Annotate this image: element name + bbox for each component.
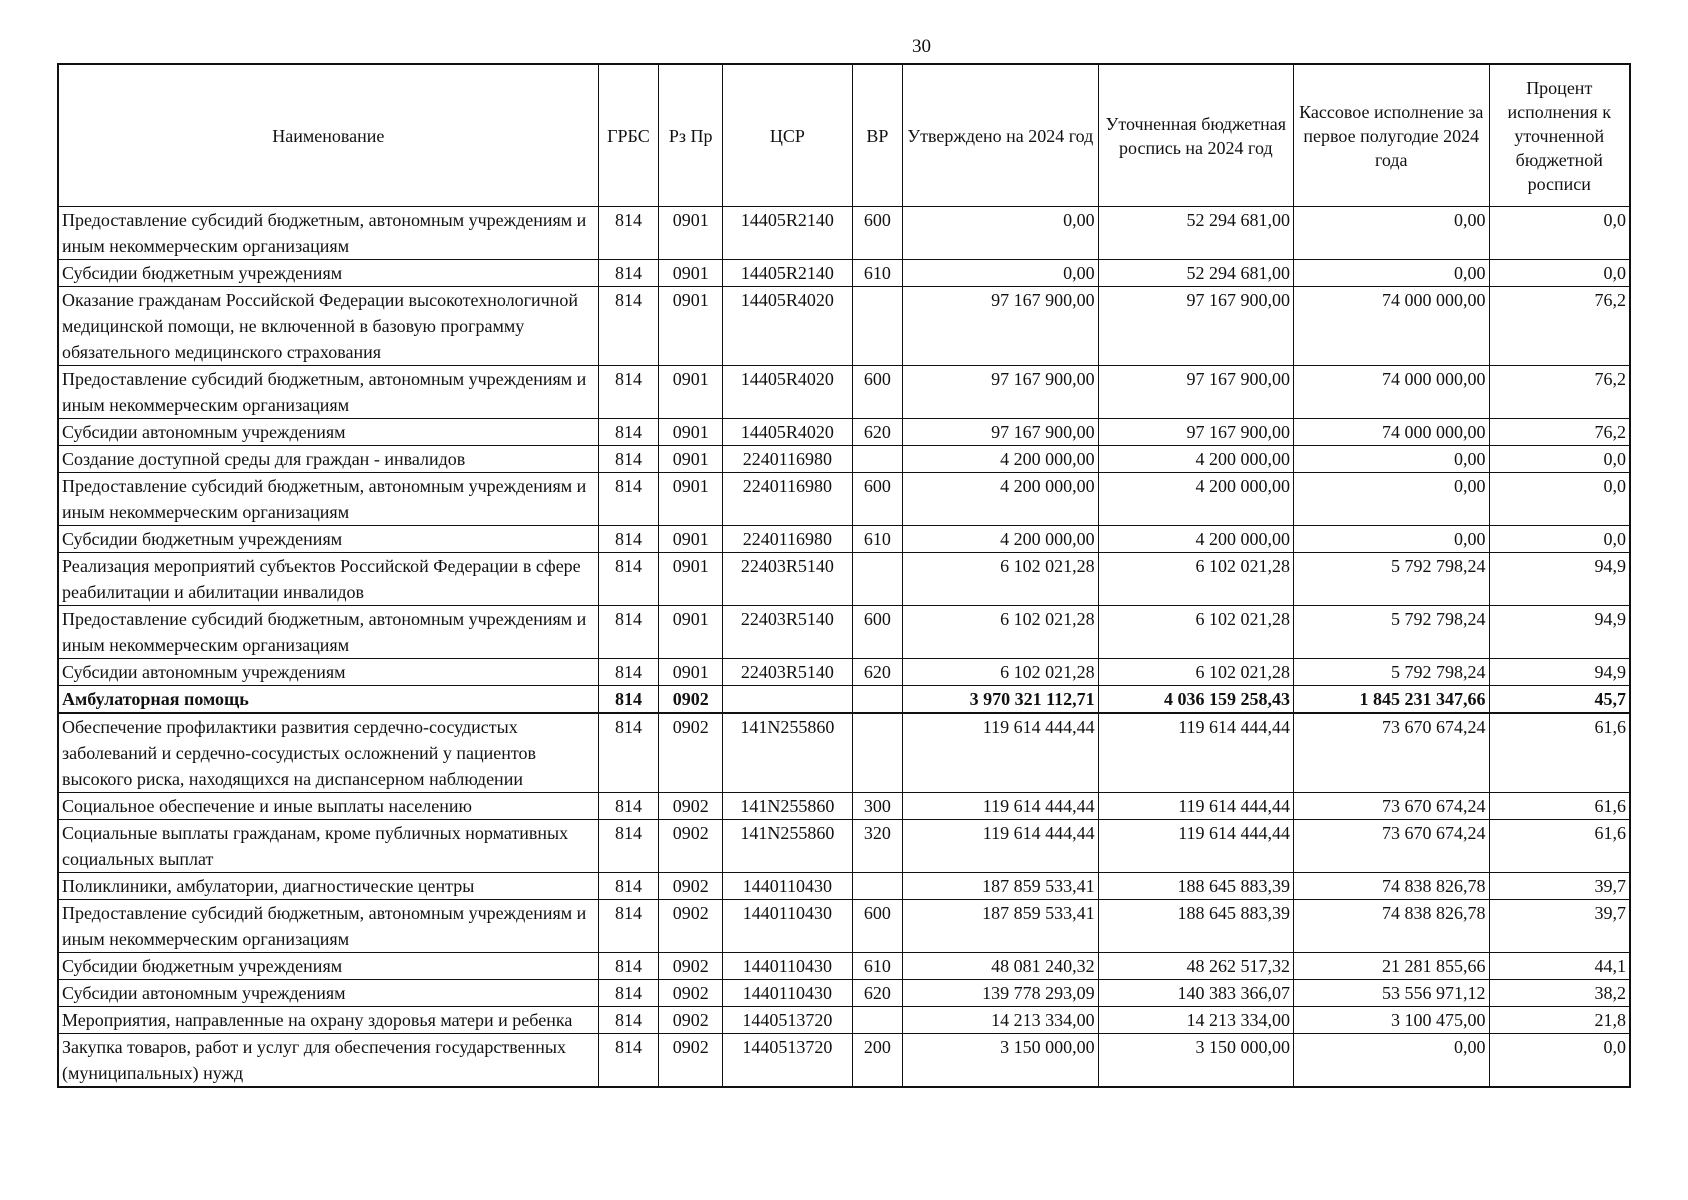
cell-percent: 21,8 xyxy=(1489,1007,1630,1034)
table-row xyxy=(58,686,1630,714)
cell-percent: 0,0 xyxy=(1489,1034,1630,1088)
cell-name: Оказание гражданам Российской Федерации высокотехнологичной медицинской помощи, не включенной в базовую программу обязательного медицинского страхования xyxy=(58,287,598,366)
cell-revised: 119 614 444,44 xyxy=(1098,820,1293,873)
table-row xyxy=(58,659,1630,686)
cell-cash: 74 838 826,78 xyxy=(1294,873,1489,900)
cell-name: Социальные выплаты гражданам, кроме публичных нормативных социальных выплат xyxy=(58,820,598,873)
cell-grbs: 814 xyxy=(598,260,659,287)
cell-rzpr: 0901 xyxy=(659,473,723,526)
cell-cash: 73 670 674,24 xyxy=(1294,820,1489,873)
cell-percent: 38,2 xyxy=(1489,980,1630,1007)
cell-rzpr: 0902 xyxy=(659,980,723,1007)
table-row xyxy=(58,553,1630,606)
cell-vr: 600 xyxy=(852,473,902,526)
cell-rzpr: 0901 xyxy=(659,446,723,473)
cell-name: Создание доступной среды для граждан - инвалидов xyxy=(58,446,598,473)
cell-rzpr: 0901 xyxy=(659,207,723,260)
cell-rzpr: 0902 xyxy=(659,1034,723,1088)
table-row xyxy=(58,287,1630,366)
cell-percent: 94,9 xyxy=(1489,659,1630,686)
cell-rzpr: 0902 xyxy=(659,793,723,820)
cell-vr: 610 xyxy=(852,953,902,980)
cell-cash: 5 792 798,24 xyxy=(1294,606,1489,659)
cell-grbs: 814 xyxy=(598,366,659,419)
cell-grbs: 814 xyxy=(598,820,659,873)
cell-cash: 5 792 798,24 xyxy=(1294,659,1489,686)
cell-rzpr: 0902 xyxy=(659,900,723,953)
cell-name: Субсидии автономным учреждениям xyxy=(58,659,598,686)
cell-percent: 61,6 xyxy=(1489,793,1630,820)
cell-vr: 320 xyxy=(852,820,902,873)
cell-vr: 300 xyxy=(852,793,902,820)
cell-name: Предоставление субсидий бюджетным, автономным учреждениям и иным некоммерческим организациям xyxy=(58,207,598,260)
cell-csr: 141N255860 xyxy=(723,793,853,820)
cell-vr xyxy=(852,1007,902,1034)
cell-cash: 21 281 855,66 xyxy=(1294,953,1489,980)
cell-grbs: 814 xyxy=(598,287,659,366)
cell-revised: 188 645 883,39 xyxy=(1098,900,1293,953)
cell-approved: 97 167 900,00 xyxy=(903,287,1098,366)
cell-grbs: 814 xyxy=(598,606,659,659)
cell-revised: 97 167 900,00 xyxy=(1098,287,1293,366)
table-row xyxy=(58,473,1630,526)
cell-rzpr: 0901 xyxy=(659,553,723,606)
cell-cash: 73 670 674,24 xyxy=(1294,793,1489,820)
budget-table xyxy=(57,63,1631,1088)
cell-cash: 5 792 798,24 xyxy=(1294,553,1489,606)
cell-revised: 6 102 021,28 xyxy=(1098,553,1293,606)
cell-revised: 140 383 366,07 xyxy=(1098,980,1293,1007)
cell-vr xyxy=(852,686,902,714)
cell-approved: 119 614 444,44 xyxy=(903,713,1098,793)
cell-grbs: 814 xyxy=(598,659,659,686)
cell-name: Предоставление субсидий бюджетным, автономным учреждениям и иным некоммерческим организациям xyxy=(58,473,598,526)
cell-name: Предоставление субсидий бюджетным, автономным учреждениям и иным некоммерческим организациям xyxy=(58,900,598,953)
header-vr: ВР xyxy=(852,64,902,207)
cell-grbs: 814 xyxy=(598,419,659,446)
cell-percent: 45,7 xyxy=(1489,686,1630,714)
cell-cash: 0,00 xyxy=(1294,1034,1489,1088)
table-row xyxy=(58,713,1630,793)
cell-grbs: 814 xyxy=(598,553,659,606)
cell-rzpr: 0902 xyxy=(659,873,723,900)
cell-rzpr: 0902 xyxy=(659,1007,723,1034)
cell-csr: 1440110430 xyxy=(723,900,853,953)
cell-revised: 119 614 444,44 xyxy=(1098,713,1293,793)
cell-approved: 97 167 900,00 xyxy=(903,419,1098,446)
cell-name: Субсидии автономным учреждениям xyxy=(58,419,598,446)
cell-percent: 94,9 xyxy=(1489,606,1630,659)
cell-csr: 22403R5140 xyxy=(723,553,853,606)
cell-percent: 0,0 xyxy=(1489,260,1630,287)
cell-grbs: 814 xyxy=(598,473,659,526)
cell-cash: 74 000 000,00 xyxy=(1294,366,1489,419)
cell-name: Мероприятия, направленные на охрану здоровья матери и ребенка xyxy=(58,1007,598,1034)
cell-name: Амбулаторная помощь xyxy=(58,686,598,714)
cell-vr: 200 xyxy=(852,1034,902,1088)
cell-rzpr: 0901 xyxy=(659,419,723,446)
cell-cash: 0,00 xyxy=(1294,446,1489,473)
cell-vr: 600 xyxy=(852,606,902,659)
header-grbs: ГРБС xyxy=(598,64,659,207)
cell-approved: 48 081 240,32 xyxy=(903,953,1098,980)
cell-percent: 39,7 xyxy=(1489,900,1630,953)
cell-rzpr: 0902 xyxy=(659,713,723,793)
table-row xyxy=(58,366,1630,419)
header-name: Наименование xyxy=(58,64,598,207)
cell-approved: 119 614 444,44 xyxy=(903,793,1098,820)
cell-cash: 0,00 xyxy=(1294,526,1489,553)
cell-revised: 14 213 334,00 xyxy=(1098,1007,1293,1034)
cell-name: Социальное обеспечение и иные выплаты населению xyxy=(58,793,598,820)
cell-cash: 3 100 475,00 xyxy=(1294,1007,1489,1034)
cell-grbs: 814 xyxy=(598,1007,659,1034)
cell-name: Поликлиники, амбулатории, диагностические центры xyxy=(58,873,598,900)
cell-approved: 4 200 000,00 xyxy=(903,526,1098,553)
table-row xyxy=(58,900,1630,953)
cell-vr: 610 xyxy=(852,260,902,287)
cell-grbs: 814 xyxy=(598,713,659,793)
header-approved: Утверждено на 2024 год xyxy=(903,64,1098,207)
cell-csr: 14405R4020 xyxy=(723,419,853,446)
cell-revised: 4 036 159 258,43 xyxy=(1098,686,1293,714)
cell-cash: 0,00 xyxy=(1294,260,1489,287)
cell-vr: 620 xyxy=(852,419,902,446)
cell-csr: 22403R5140 xyxy=(723,659,853,686)
cell-percent: 76,2 xyxy=(1489,419,1630,446)
cell-csr: 141N255860 xyxy=(723,820,853,873)
table-row xyxy=(58,1034,1630,1088)
cell-vr: 610 xyxy=(852,526,902,553)
cell-cash: 74 000 000,00 xyxy=(1294,287,1489,366)
page-number: 30 xyxy=(912,36,931,57)
cell-revised: 97 167 900,00 xyxy=(1098,366,1293,419)
cell-rzpr: 0901 xyxy=(659,287,723,366)
header-csr: ЦСР xyxy=(723,64,853,207)
cell-vr xyxy=(852,713,902,793)
cell-revised: 119 614 444,44 xyxy=(1098,793,1293,820)
cell-vr xyxy=(852,287,902,366)
table-row xyxy=(58,1007,1630,1034)
table-row xyxy=(58,606,1630,659)
cell-revised: 52 294 681,00 xyxy=(1098,260,1293,287)
cell-revised: 6 102 021,28 xyxy=(1098,606,1293,659)
cell-csr: 14405R2140 xyxy=(723,207,853,260)
table-row xyxy=(58,526,1630,553)
cell-cash: 74 838 826,78 xyxy=(1294,900,1489,953)
cell-name: Обеспечение профилактики развития сердечно-сосудистых заболеваний и сердечно-сосудистых осложнений у пациентов высокого риска, находящихся на диспансерном наблюдении xyxy=(58,713,598,793)
table-row xyxy=(58,873,1630,900)
cell-percent: 39,7 xyxy=(1489,873,1630,900)
cell-grbs: 814 xyxy=(598,446,659,473)
cell-approved: 4 200 000,00 xyxy=(903,446,1098,473)
cell-rzpr: 0902 xyxy=(659,686,723,714)
cell-csr: 14405R2140 xyxy=(723,260,853,287)
cell-revised: 6 102 021,28 xyxy=(1098,659,1293,686)
cell-revised: 52 294 681,00 xyxy=(1098,207,1293,260)
cell-rzpr: 0901 xyxy=(659,526,723,553)
cell-vr: 600 xyxy=(852,366,902,419)
cell-csr: 14405R4020 xyxy=(723,366,853,419)
cell-grbs: 814 xyxy=(598,793,659,820)
cell-vr xyxy=(852,873,902,900)
cell-vr xyxy=(852,446,902,473)
cell-csr: 141N255860 xyxy=(723,713,853,793)
cell-percent: 0,0 xyxy=(1489,473,1630,526)
cell-grbs: 814 xyxy=(598,1034,659,1088)
cell-revised: 4 200 000,00 xyxy=(1098,446,1293,473)
cell-cash: 74 000 000,00 xyxy=(1294,419,1489,446)
cell-cash: 53 556 971,12 xyxy=(1294,980,1489,1007)
cell-approved: 6 102 021,28 xyxy=(903,553,1098,606)
cell-percent: 0,0 xyxy=(1489,526,1630,553)
cell-percent: 61,6 xyxy=(1489,820,1630,873)
cell-name: Субсидии бюджетным учреждениям xyxy=(58,953,598,980)
table-row xyxy=(58,793,1630,820)
cell-rzpr: 0901 xyxy=(659,659,723,686)
cell-revised: 48 262 517,32 xyxy=(1098,953,1293,980)
table-row xyxy=(58,446,1630,473)
cell-grbs: 814 xyxy=(598,900,659,953)
cell-approved: 6 102 021,28 xyxy=(903,606,1098,659)
cell-percent: 76,2 xyxy=(1489,287,1630,366)
cell-csr xyxy=(723,686,853,714)
cell-revised: 4 200 000,00 xyxy=(1098,473,1293,526)
cell-percent: 76,2 xyxy=(1489,366,1630,419)
cell-percent: 61,6 xyxy=(1489,713,1630,793)
cell-rzpr: 0901 xyxy=(659,366,723,419)
table-row xyxy=(58,260,1630,287)
cell-approved: 6 102 021,28 xyxy=(903,659,1098,686)
header-cash: Кассовое исполнение за первое полугодие 2024 года xyxy=(1294,64,1489,207)
table-row xyxy=(58,953,1630,980)
cell-csr: 1440110430 xyxy=(723,873,853,900)
cell-csr: 1440110430 xyxy=(723,953,853,980)
header-percent: Процент исполнения к уточненной бюджетной росписи xyxy=(1489,64,1630,207)
cell-approved: 187 859 533,41 xyxy=(903,873,1098,900)
cell-grbs: 814 xyxy=(598,980,659,1007)
cell-approved: 4 200 000,00 xyxy=(903,473,1098,526)
cell-approved: 14 213 334,00 xyxy=(903,1007,1098,1034)
table-row xyxy=(58,820,1630,873)
cell-approved: 3 970 321 112,71 xyxy=(903,686,1098,714)
cell-csr: 2240116980 xyxy=(723,473,853,526)
cell-name: Предоставление субсидий бюджетным, автономным учреждениям и иным некоммерческим организациям xyxy=(58,366,598,419)
cell-csr: 1440513720 xyxy=(723,1034,853,1088)
cell-percent: 94,9 xyxy=(1489,553,1630,606)
table-row xyxy=(58,980,1630,1007)
cell-approved: 0,00 xyxy=(903,260,1098,287)
table-row xyxy=(58,419,1630,446)
cell-rzpr: 0901 xyxy=(659,260,723,287)
cell-vr xyxy=(852,553,902,606)
cell-name: Субсидии бюджетным учреждениям xyxy=(58,260,598,287)
cell-name: Предоставление субсидий бюджетным, автономным учреждениям и иным некоммерческим организациям xyxy=(58,606,598,659)
cell-csr: 1440513720 xyxy=(723,1007,853,1034)
cell-vr: 620 xyxy=(852,659,902,686)
table-body xyxy=(58,207,1630,1088)
cell-percent: 0,0 xyxy=(1489,446,1630,473)
cell-approved: 3 150 000,00 xyxy=(903,1034,1098,1088)
cell-grbs: 814 xyxy=(598,526,659,553)
cell-name: Закупка товаров, работ и услуг для обеспечения государственных (муниципальных) нужд xyxy=(58,1034,598,1088)
cell-approved: 119 614 444,44 xyxy=(903,820,1098,873)
table-header-row xyxy=(58,64,1630,207)
header-rzpr: Рз Пр xyxy=(659,64,723,207)
cell-approved: 187 859 533,41 xyxy=(903,900,1098,953)
cell-revised: 4 200 000,00 xyxy=(1098,526,1293,553)
cell-csr: 22403R5140 xyxy=(723,606,853,659)
cell-approved: 0,00 xyxy=(903,207,1098,260)
cell-revised: 3 150 000,00 xyxy=(1098,1034,1293,1088)
cell-name: Субсидии бюджетным учреждениям xyxy=(58,526,598,553)
cell-grbs: 814 xyxy=(598,953,659,980)
cell-vr: 600 xyxy=(852,207,902,260)
cell-cash: 73 670 674,24 xyxy=(1294,713,1489,793)
cell-csr: 1440110430 xyxy=(723,980,853,1007)
cell-vr: 620 xyxy=(852,980,902,1007)
cell-percent: 0,0 xyxy=(1489,207,1630,260)
cell-csr: 2240116980 xyxy=(723,526,853,553)
cell-csr: 2240116980 xyxy=(723,446,853,473)
cell-cash: 0,00 xyxy=(1294,473,1489,526)
cell-revised: 97 167 900,00 xyxy=(1098,419,1293,446)
cell-rzpr: 0902 xyxy=(659,953,723,980)
cell-rzpr: 0902 xyxy=(659,820,723,873)
cell-approved: 97 167 900,00 xyxy=(903,366,1098,419)
cell-cash: 1 845 231 347,66 xyxy=(1294,686,1489,714)
cell-name: Реализация мероприятий субъектов Российской Федерации в сфере реабилитации и абилитации инвалидов xyxy=(58,553,598,606)
cell-grbs: 814 xyxy=(598,686,659,714)
cell-vr: 600 xyxy=(852,900,902,953)
cell-name: Субсидии автономным учреждениям xyxy=(58,980,598,1007)
cell-grbs: 814 xyxy=(598,207,659,260)
cell-percent: 44,1 xyxy=(1489,953,1630,980)
table-row xyxy=(58,207,1630,260)
cell-cash: 0,00 xyxy=(1294,207,1489,260)
cell-csr: 14405R4020 xyxy=(723,287,853,366)
cell-revised: 188 645 883,39 xyxy=(1098,873,1293,900)
cell-grbs: 814 xyxy=(598,873,659,900)
cell-rzpr: 0901 xyxy=(659,606,723,659)
header-revised: Уточненная бюджетная роспись на 2024 год xyxy=(1098,64,1293,207)
cell-approved: 139 778 293,09 xyxy=(903,980,1098,1007)
